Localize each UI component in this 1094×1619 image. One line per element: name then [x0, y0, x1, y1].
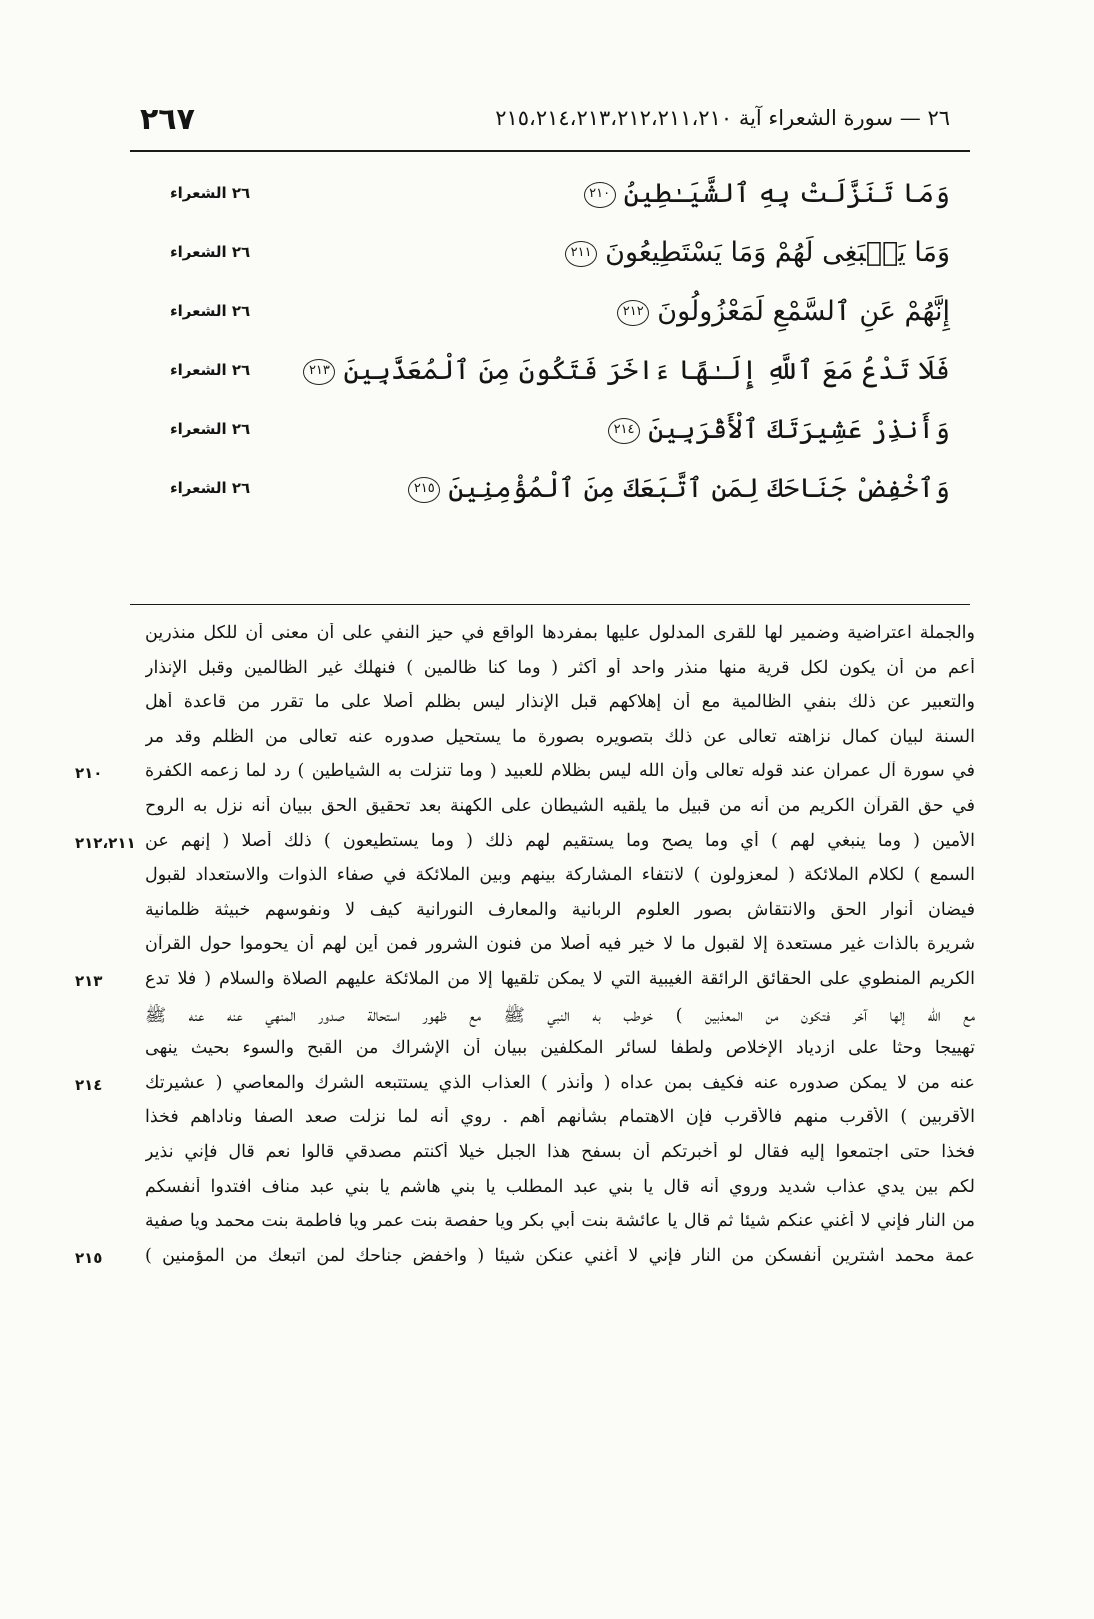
page-number: ٢٦٧: [140, 102, 195, 137]
commentary-line: [75, 931, 975, 966]
commentary-text: لكم بين يدي عذاب شديد وروي أنه قال يا بني عبد المطلب يا بني هاشم يا بني عبد مناف افتدوا أنفسكم: [145, 1176, 975, 1197]
verse-reference: ٢٦ الشعراء: [170, 361, 251, 379]
commentary-line: [75, 724, 975, 759]
verse-row: [130, 406, 970, 465]
verse-text: وَمَا تَنَزَّلَتْ بِهِ ٱلشَّيَـٰطِينُ٢١٠: [584, 178, 950, 209]
verse-text: فَلَا تَدْعُ مَعَ ٱللَّهِ إِلَـٰهًا ءَاخَرَ فَتَكُونَ مِنَ ٱلْمُعَذَّبِينَ٢١٣: [303, 355, 950, 386]
verse-reference: ٢٦ الشعراء: [170, 302, 251, 320]
verse-reference: ٢٦ الشعراء: [170, 420, 251, 438]
verse-number-marker: ٢١٣: [303, 359, 335, 385]
running-head: ٢٦ — سورة الشعراء آية ٢١٥،٢١٤،٢١٣،٢١٢،٢١١،٢١٠: [495, 106, 950, 130]
commentary-text: الأقربين ) الأقرب منهم فالأقرب فإن الاهتمام بشأنهم أهم . روي أنه لما نزلت صعد الصفا وناداهم فخذا: [145, 1107, 975, 1128]
verse-row: [130, 465, 970, 524]
commentary-text: شريرة بالذات غير مستعدة إلا لقبول ما لا خير فيه أصلا من فنون الشرور فمن أين لهم أن يحوموا حول القرآن: [145, 934, 975, 955]
commentary-line: [75, 897, 975, 932]
commentary-line: [75, 828, 975, 863]
verse-number-marker: ٢١٢: [617, 300, 649, 326]
margin-verse-number: ٢١٥: [75, 1248, 103, 1267]
commentary-line: [75, 1104, 975, 1139]
verse-number-marker: ٢١٠: [584, 182, 616, 208]
verse-number-marker: ٢١٥: [408, 477, 440, 503]
verse-block: [130, 170, 970, 524]
commentary-text: الكريم المنطوي على الحقائق الرائقة الغيبية التي لا يمكن تلقيها إلا من الملائكة عليهم الصلاة والسلام ( فلا تدع: [145, 968, 975, 989]
commentary-text: فيضان أنوار الحق والانتقاش بصور العلوم الربانية والمعارف النورانية كيف لا ونفوسهم خبيثة ظلمانية: [145, 899, 975, 920]
verse-text: إِنَّهُمْ عَنِ ٱلسَّمْعِ لَمَعْزُولُونَ٢١٢: [617, 296, 950, 327]
commentary-text: تهييجا وحثا على ازدياد الإخلاص ولطفا لسائر المكلفين ببيان أن الإشراك من القبح والسوء بحيث ينهى: [145, 1038, 975, 1059]
commentary-line: [75, 1001, 975, 1036]
verse-row: [130, 347, 970, 406]
verse-text: وَٱخْفِضْ جَنَاحَكَ لِمَنِ ٱتَّبَعَكَ مِنَ ٱلْمُؤْمِنِينَ٢١٥: [408, 473, 950, 504]
verse-number-marker: ٢١٤: [608, 418, 640, 444]
verse-reference: ٢٦ الشعراء: [170, 243, 251, 261]
verse-row: [130, 288, 970, 347]
commentary-text: والجملة اعتراضية وضمير لها للقرى المدلول عليها بمفردها الواقع في حيز النفي على أن معنى أن للكل منذرين: [145, 623, 975, 643]
commentary-text: مع الله إلها آخر فتكون من المعذبين ) خوطب به النبي ﷺ مع ظهور استحالة صدور المنهي عنه عنه ﷺ: [145, 1005, 975, 1026]
commentary-line: [75, 1070, 975, 1105]
verse-text: وَأَنذِرْ عَشِيرَتَكَ ٱلْأَقْرَبِينَ٢١٤: [608, 414, 950, 445]
commentary-text: السنة لبيان كمال نزاهته تعالى عن ذلك بتصويره بصورة ما يستحيل صدوره عنه تعالى من الظلم وقد مر: [145, 726, 975, 747]
commentary-line: [75, 655, 975, 690]
commentary-line: [75, 793, 975, 828]
commentary-block: [75, 620, 975, 1277]
commentary-text: فخذا حتى اجتمعوا إليه فقال لو أخبرتكم أن بسفح هذا الجبل خيلا أكنتم مصدقي قالوا نعم قال فإني نذير: [145, 1141, 975, 1162]
commentary-text: في سورة آل عمران عند قوله تعالى وأن الله ليس بظلام للعبيد ( وما تنزلت به الشياطين ) رد لما زعمه الكفرة: [145, 761, 975, 782]
verse-row: [130, 170, 970, 229]
page-header: [130, 100, 970, 148]
margin-verse-number: ٢١٠: [75, 764, 103, 783]
verse-reference: ٢٦ الشعراء: [170, 479, 251, 497]
margin-verse-number: ٢١٣: [75, 971, 103, 990]
verse-text: وَمَا يَنۢبَغِى لَهُمْ وَمَا يَسْتَطِيعُونَ٢١١: [565, 237, 950, 268]
header-rule: [130, 150, 970, 152]
commentary-text: والتعبير عن ذلك بنفي الظالمية مع أن إهلاكهم قبل الإنذار ليس بظلم أصلا على ما تقرر من قاعدة أهل: [145, 692, 975, 713]
section-rule: [130, 604, 970, 605]
commentary-text: أعم من أن يكون لكل قرية منها منذر واحد أو أكثر ( وما كنا ظالمين ) فنهلك غير الظالمين وقبل الإنذار: [145, 657, 975, 678]
commentary-line: [75, 966, 975, 1001]
verse-row: [130, 229, 970, 288]
commentary-line: [75, 862, 975, 897]
commentary-line: [75, 689, 975, 724]
verse-number-marker: ٢١١: [565, 241, 597, 267]
margin-verse-number: ٢١٤: [75, 1075, 103, 1094]
commentary-line: [75, 1243, 975, 1278]
commentary-line: [75, 1035, 975, 1070]
commentary-line: [75, 1174, 975, 1209]
commentary-line: [75, 1208, 975, 1243]
verse-reference: ٢٦ الشعراء: [170, 184, 251, 202]
commentary-text: عمة محمد اشترين أنفسكن من النار فإني لا أغني عنكن شيئا ( واخفض جناحك لمن اتبعك من المؤمنين ): [145, 1245, 975, 1266]
commentary-text: السمع ) لكلام الملائكة ( لمعزولون ) لانتفاء المشاركة بينهم وبين الملائكة في صفاء الذوات والاستعداد لقبول: [145, 865, 975, 886]
commentary-text: الأمين ( وما ينبغي لهم ) أي وما يصح وما يستقيم لهم ذلك ( وما يستطيعون ) ذلك أصلا ( إنهم عن: [145, 830, 975, 851]
commentary-text: في حق القرآن الكريم من أنه من قبيل ما يلقيه الشيطان على الكهنة بعد تحقيق الحق ببيان أنه نزل به الروح: [145, 795, 975, 816]
commentary-text: عنه من لا يمكن صدوره عنه فكيف بمن عداه ( وأنذر ) العذاب الذي يستتبعه الشرك والمعاصي ( عشيرتك: [145, 1072, 975, 1093]
commentary-line: [75, 758, 975, 793]
commentary-text: من النار فإني لا أغني عنكم شيئا ثم قال يا عائشة بنت أبي بكر ويا حفصة بنت عمر ويا فاطمة بنت محمد ويا صفية: [145, 1211, 975, 1232]
commentary-line: [75, 1139, 975, 1174]
margin-verse-number: ٢١٢،٢١١: [75, 833, 136, 852]
commentary-line: [75, 620, 975, 655]
